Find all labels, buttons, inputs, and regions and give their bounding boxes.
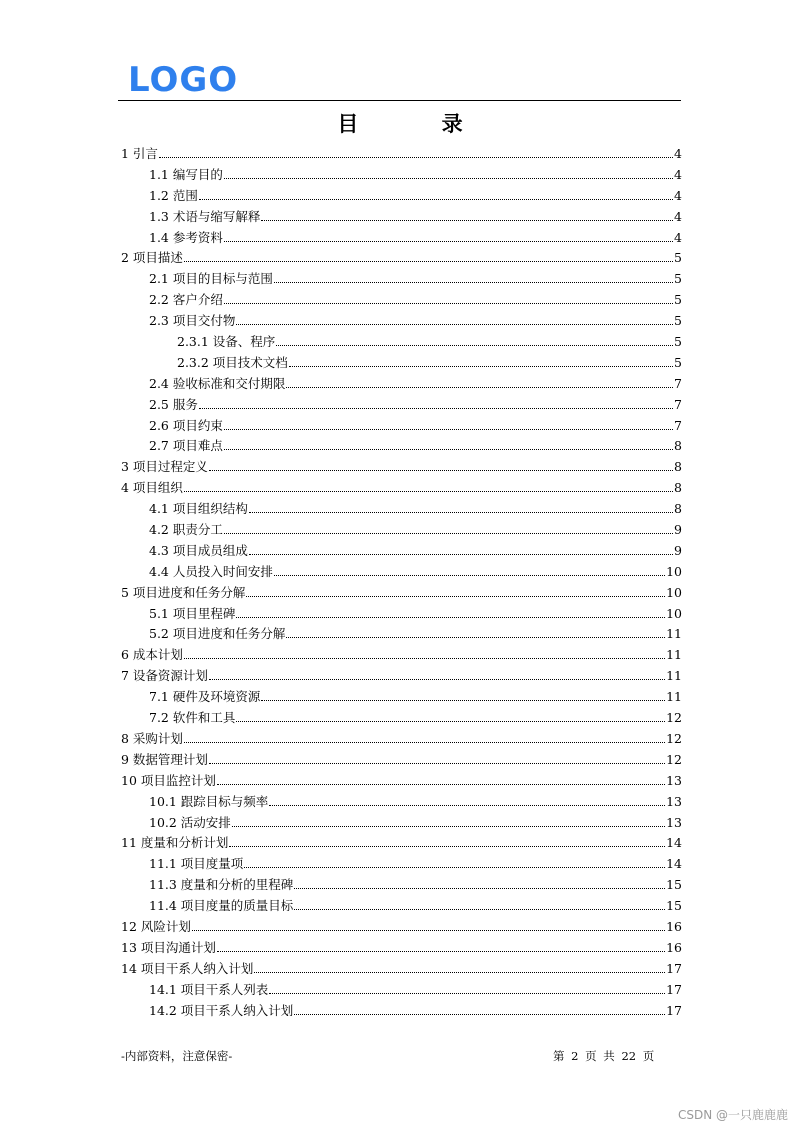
- header-divider: [118, 100, 681, 101]
- toc-dot-leader: [224, 165, 673, 179]
- toc-entry[interactable]: [121, 624, 682, 645]
- toc-dot-leader: [184, 478, 673, 492]
- toc-dot-leader: [246, 583, 665, 597]
- toc-dot-leader: [286, 624, 665, 638]
- toc-entry[interactable]: [121, 771, 682, 792]
- toc-dot-leader: [184, 729, 665, 743]
- toc-entry-label: 1.2 范围: [149, 187, 198, 203]
- toc-entry[interactable]: [121, 395, 682, 416]
- toc-dot-leader: [209, 457, 673, 471]
- toc-entry-page: 10: [666, 563, 682, 579]
- toc-entry-label: 10.2 活动安排: [149, 814, 231, 830]
- toc-entry-page: 4: [674, 208, 682, 224]
- toc-entry[interactable]: [121, 416, 682, 437]
- toc-entry[interactable]: [121, 478, 682, 499]
- toc-entry[interactable]: [121, 207, 682, 228]
- toc-entry-label: 11.4 项目度量的质量目标: [149, 898, 294, 914]
- toc-entry-page: 8: [674, 459, 682, 475]
- toc-entry-page: 4: [674, 229, 682, 245]
- toc-entry-label: 7.2 软件和工具: [149, 710, 236, 726]
- toc-entry[interactable]: [121, 332, 682, 353]
- toc-entry-page: 7: [674, 396, 682, 412]
- footer-page-number: 第 2 页 共 22 页: [553, 1049, 655, 1063]
- toc-entry[interactable]: [121, 541, 682, 562]
- toc-entry-page: 4: [674, 146, 682, 161]
- toc-entry-label: 1.3 术语与缩写解释: [149, 208, 261, 224]
- toc-entry-page: 17: [666, 981, 682, 997]
- toc-title: 目 录: [337, 111, 501, 136]
- logo: LOGO: [128, 60, 239, 100]
- toc-entry[interactable]: [121, 290, 682, 311]
- toc-entry-page: 8: [674, 480, 682, 496]
- toc-entry-page: 5: [674, 271, 682, 287]
- toc-dot-leader: [269, 980, 665, 994]
- toc-dot-leader: [192, 917, 665, 931]
- toc-dot-leader: [224, 228, 673, 242]
- toc-entry-page: 15: [666, 877, 682, 893]
- toc-entry-label: 11.1 项目度量项: [149, 856, 244, 872]
- toc-entry-label: 1.1 编写目的: [149, 166, 223, 182]
- toc-entry-page: 11: [666, 668, 682, 684]
- toc-entry-label: 4.4 人员投入时间安排: [149, 563, 273, 579]
- toc-entry-label: 1 引言: [121, 146, 158, 161]
- toc-dot-leader: [289, 353, 673, 367]
- toc-entry-page: 5: [674, 354, 682, 370]
- toc-entry-page: 14: [666, 835, 682, 851]
- toc-dot-leader: [209, 666, 665, 680]
- toc-dot-leader: [199, 395, 673, 409]
- toc-dot-leader: [232, 813, 665, 827]
- toc-dot-leader: [217, 771, 665, 785]
- toc-dot-leader: [261, 207, 673, 221]
- toc-entry-page: 12: [666, 730, 682, 746]
- toc-entry[interactable]: [121, 959, 682, 980]
- toc-entry-label: 3 项目过程定义: [121, 459, 208, 475]
- toc-entry-page: 9: [674, 522, 682, 538]
- toc-entry[interactable]: [121, 520, 682, 541]
- toc-dot-leader: [184, 248, 673, 262]
- toc-entry-label: 11.3 度量和分析的里程碑: [149, 877, 294, 893]
- toc-dot-leader: [244, 854, 665, 868]
- toc-entry[interactable]: [121, 457, 682, 478]
- toc-entry-label: 2 项目描述: [121, 250, 183, 266]
- toc-dot-leader: [199, 186, 673, 200]
- toc-entry[interactable]: [121, 311, 682, 332]
- toc-entry[interactable]: [121, 833, 682, 854]
- toc-entry-label: 2.1 项目的目标与范围: [149, 271, 273, 287]
- toc-entry-label: 9 数据管理计划: [121, 751, 208, 767]
- toc-entry[interactable]: [121, 374, 682, 395]
- toc-dot-leader: [184, 645, 665, 659]
- toc-entry[interactable]: [121, 165, 682, 186]
- footer-confidential-note: -内部资料，注意保密-: [121, 1049, 233, 1063]
- toc-entry-label: 2.7 项目难点: [149, 438, 223, 454]
- toc-dot-leader: [286, 374, 673, 388]
- toc-dot-leader: [294, 1001, 665, 1015]
- toc-entry-label: 5.2 项目进度和任务分解: [149, 626, 286, 642]
- toc-entry-label: 2.3 项目交付物: [149, 313, 236, 329]
- toc-entry-label: 2.4 验收标准和交付期限: [149, 375, 286, 391]
- toc-entry[interactable]: [121, 729, 682, 750]
- toc-entry-page: 13: [666, 772, 682, 788]
- toc-entry[interactable]: [121, 436, 682, 457]
- toc-entry[interactable]: [121, 875, 682, 896]
- toc-entry-label: 2.3.1 设备、程序: [177, 334, 276, 350]
- toc-entry[interactable]: [121, 896, 682, 917]
- toc-entry-page: 11: [666, 689, 682, 705]
- toc-entry[interactable]: [121, 792, 682, 813]
- toc-entry-label: 2.3.2 项目技术文档: [177, 354, 288, 370]
- toc-entry[interactable]: [121, 499, 682, 520]
- toc-entry[interactable]: [121, 980, 682, 1001]
- toc-entry-page: 17: [666, 1002, 682, 1018]
- toc-entry-page: 8: [674, 438, 682, 454]
- toc-dot-leader: [249, 541, 673, 555]
- toc-entry[interactable]: [121, 186, 682, 207]
- toc-entry-page: 5: [674, 250, 682, 266]
- toc-entry-label: 14.1 项目干系人列表: [149, 981, 269, 997]
- toc-entry-label: 14 项目干系人纳入计划: [121, 960, 254, 976]
- toc-entry[interactable]: [121, 604, 682, 625]
- toc-dot-leader: [274, 269, 673, 283]
- toc-entry-page: 7: [674, 417, 682, 433]
- toc-dot-leader: [274, 562, 665, 576]
- toc-entry[interactable]: [121, 228, 682, 249]
- toc-dot-leader: [261, 687, 665, 701]
- toc-entry-page: 5: [674, 313, 682, 329]
- toc-dot-leader: [276, 332, 673, 346]
- toc-entry[interactable]: [121, 248, 682, 269]
- toc-entry-label: 4.2 职责分工: [149, 522, 223, 538]
- toc-entry-label: 8 采购计划: [121, 730, 183, 746]
- toc-entry-page: 13: [666, 814, 682, 830]
- toc-entry-label: 2.5 服务: [149, 396, 198, 412]
- toc-entry-label: 6 成本计划: [121, 647, 183, 663]
- toc-entry-page: 9: [674, 542, 682, 558]
- toc-entry-page: 16: [666, 939, 682, 955]
- toc-entry[interactable]: [121, 144, 682, 165]
- toc-entry-label: 4 项目组织: [121, 480, 183, 496]
- toc-dot-leader: [269, 792, 665, 806]
- toc-dot-leader: [217, 938, 665, 952]
- toc-entry[interactable]: [121, 353, 682, 374]
- toc-entry[interactable]: [121, 1001, 682, 1022]
- toc-entry-label: 12 风险计划: [121, 918, 191, 934]
- toc-entry-page: 7: [674, 375, 682, 391]
- toc-entry-page: 5: [674, 292, 682, 308]
- toc-dot-leader: [294, 896, 665, 910]
- toc-entry[interactable]: [121, 917, 682, 938]
- toc-dot-leader: [224, 520, 673, 534]
- toc-entry-label: 4.3 项目成员组成: [149, 542, 248, 558]
- toc-entry-page: 5: [674, 334, 682, 350]
- toc-entry-label: 11 度量和分析计划: [121, 835, 229, 851]
- toc-entry[interactable]: [121, 854, 682, 875]
- toc-entry-page: 4: [674, 166, 682, 182]
- toc-entry-page: 14: [666, 856, 682, 872]
- toc-dot-leader: [236, 311, 673, 325]
- toc-entry-page: 8: [674, 501, 682, 517]
- toc-entry[interactable]: [121, 645, 682, 666]
- toc-entry-label: 5.1 项目里程碑: [149, 605, 236, 621]
- toc-entry-page: 12: [666, 710, 682, 726]
- toc-entry-label: 2.6 项目约束: [149, 417, 223, 433]
- toc-dot-leader: [236, 708, 665, 722]
- toc-entry-page: 13: [666, 793, 682, 809]
- toc-entry-page: 11: [666, 647, 682, 663]
- toc-dot-leader: [229, 833, 665, 847]
- toc-entry-page: 10: [666, 584, 682, 600]
- toc-entry-page: 4: [674, 187, 682, 203]
- toc-entry[interactable]: [121, 813, 682, 834]
- toc-entry-label: 5 项目进度和任务分解: [121, 584, 246, 600]
- toc-dot-leader: [224, 290, 673, 304]
- toc-entry-label: 1.4 参考资料: [149, 229, 223, 245]
- toc-entry[interactable]: [121, 938, 682, 959]
- toc-entry-page: 10: [666, 605, 682, 621]
- toc-entry-label: 4.1 项目组织结构: [149, 501, 248, 517]
- toc-dot-leader: [159, 144, 673, 158]
- toc-entry[interactable]: [121, 687, 682, 708]
- watermark: CSDN @一只鹿鹿鹿: [677, 1108, 788, 1122]
- toc-entry[interactable]: [121, 666, 682, 687]
- table-of-contents: [121, 144, 682, 1021]
- toc-dot-leader: [254, 959, 665, 973]
- toc-dot-leader: [224, 416, 673, 430]
- toc-entry-label: 13 项目沟通计划: [121, 939, 216, 955]
- toc-entry-page: 12: [666, 751, 682, 767]
- toc-entry-page: 17: [666, 960, 682, 976]
- toc-entry-page: 16: [666, 918, 682, 934]
- toc-entry-label: 7 设备资源计划: [121, 668, 208, 684]
- toc-entry-page: 11: [666, 626, 682, 642]
- toc-entry[interactable]: [121, 708, 682, 729]
- toc-entry[interactable]: [121, 269, 682, 290]
- toc-entry-label: 10 项目监控计划: [121, 772, 216, 788]
- toc-dot-leader: [249, 499, 673, 513]
- toc-dot-leader: [224, 436, 673, 450]
- toc-dot-leader: [209, 750, 665, 764]
- toc-dot-leader: [294, 875, 665, 889]
- toc-entry-label: 10.1 跟踪目标与频率: [149, 793, 269, 809]
- toc-entry[interactable]: [121, 562, 682, 583]
- toc-entry[interactable]: [121, 583, 682, 604]
- toc-entry-label: 2.2 客户介绍: [149, 292, 223, 308]
- toc-entry[interactable]: [121, 750, 682, 771]
- toc-dot-leader: [236, 604, 665, 618]
- toc-entry-page: 15: [666, 898, 682, 914]
- toc-entry-label: 7.1 硬件及环境资源: [149, 689, 261, 705]
- toc-entry-label: 14.2 项目干系人纳入计划: [149, 1002, 294, 1018]
